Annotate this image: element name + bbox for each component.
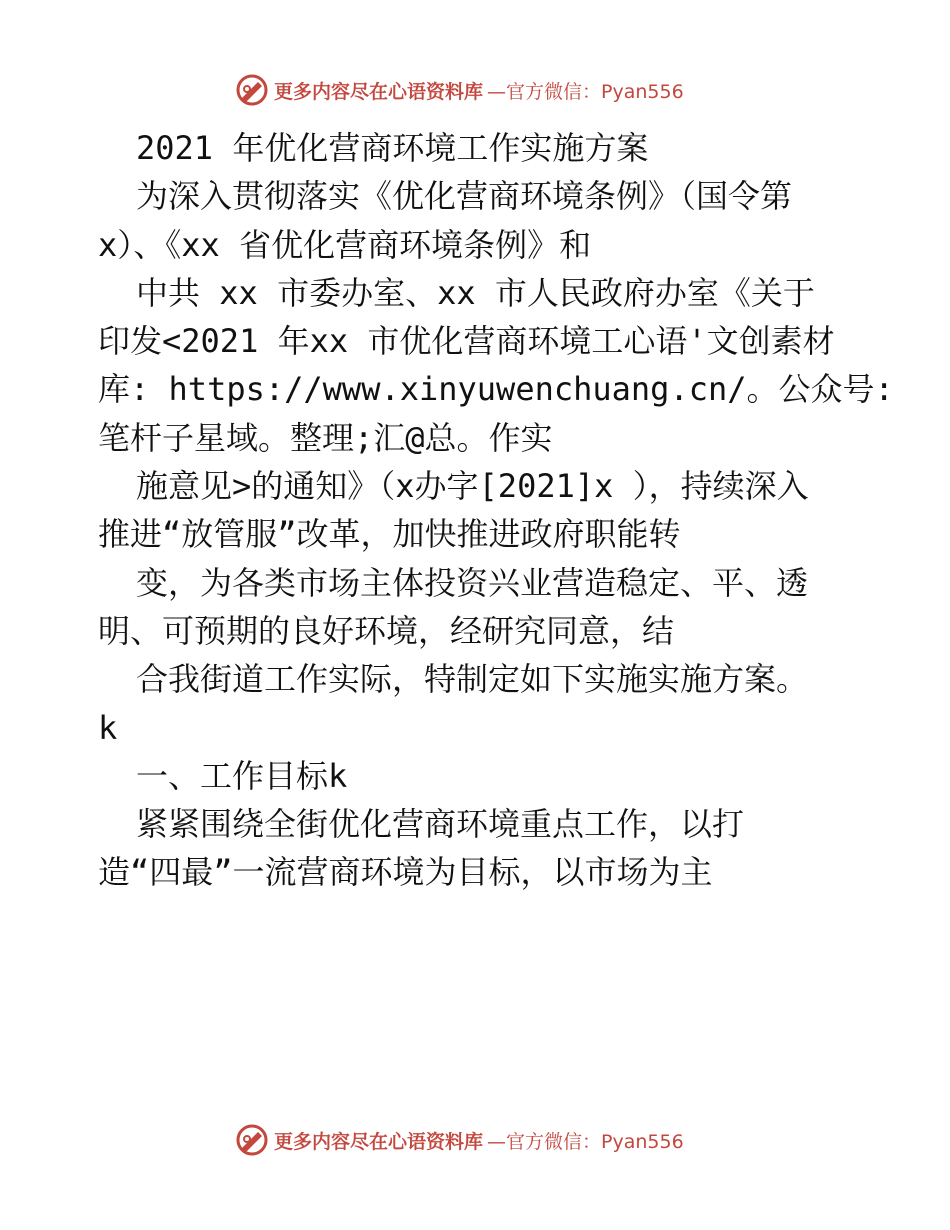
text-line: 施意见>的通知》（x办字[2021]x ），持续深入 — [136, 467, 809, 506]
text-line: 合我街道工作实际，特制定如下实施实施方案。 — [136, 660, 809, 699]
section-heading: 一、工作目标k — [136, 756, 348, 795]
document-title: 2021 年优化营商环境工作实施方案 — [136, 129, 649, 167]
watermark-text: 更多内容尽在心语资料库 — [274, 1130, 484, 1153]
text-line: 造“四最”一流营商环境为目标，以市场为主 — [98, 853, 713, 892]
text-line: 紧紧围绕全街优化营商环境重点工作，以打 — [136, 805, 745, 844]
watermark-footer — [234, 1120, 684, 1160]
watermark-suffix: —官方微信：Pyan556 — [487, 80, 684, 103]
pen-seal-icon — [234, 72, 270, 108]
text-line: 印发<2021 年xx 市优化营商环境工心语'文创素材 — [98, 322, 835, 361]
text-line: 为深入贯彻落实《优化营商环境条例》（国令第 — [136, 177, 793, 216]
watermark-text: 更多内容尽在心语资料库 — [274, 80, 484, 103]
text-line: x）、《xx 省优化营商环境条例》和 — [98, 225, 592, 264]
text-line: 笔杆子星域。整理;汇@总。作实 — [98, 418, 553, 457]
text-line: 库: https://www.xinyuwenchuang.cn/。公众号: — [98, 370, 894, 409]
text-line: k — [98, 708, 118, 747]
watermark-header — [234, 70, 684, 110]
pen-seal-icon — [234, 1122, 270, 1158]
text-line: 明、可预期的良好环境，经研究同意，结 — [98, 611, 675, 650]
text-line: 变，为各类市场主体投资兴业营造稳定、平、透 — [136, 563, 809, 602]
text-line: 推进“放管服”改革，加快推进政府职能转 — [98, 515, 681, 554]
document-body — [98, 124, 894, 897]
text-line: 中共 xx 市委办室、xx 市人民政府办室《关于 — [136, 273, 815, 312]
watermark-suffix: —官方微信：Pyan556 — [487, 1130, 684, 1153]
